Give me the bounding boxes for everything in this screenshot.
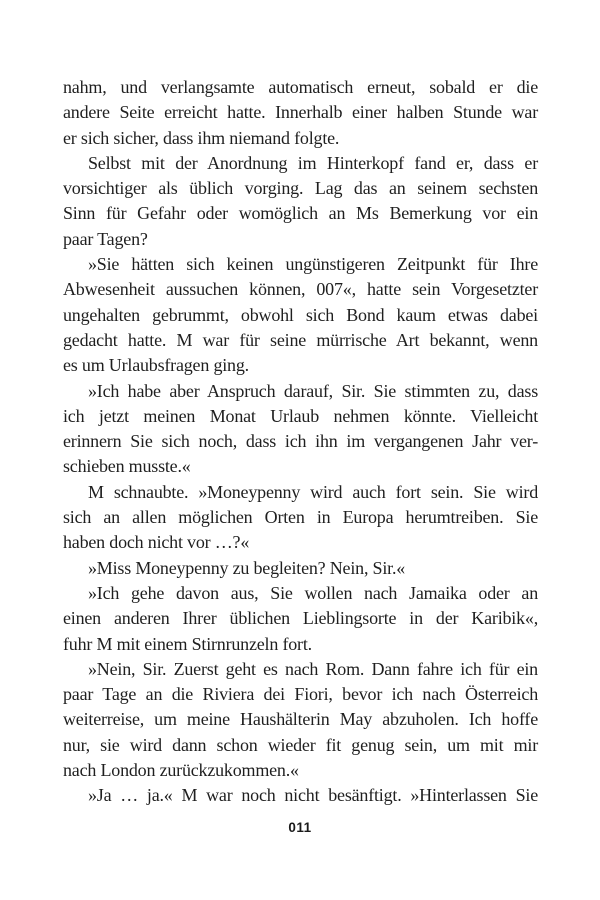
text-line: gedacht hatte. M war für seine mürrische Art bekannt, wenn (63, 329, 538, 350)
body-text (63, 75, 538, 809)
text-line: haben doch nicht vor …?« (63, 532, 250, 553)
page-number: 011 (288, 820, 312, 835)
text-line: einen anderen Ihrer üblichen Lieblingsorte in der Karibik«, (63, 608, 538, 629)
text-line: ich jetzt meinen Monat Urlaub nehmen könnte. Vielleicht (63, 405, 538, 426)
text-line: Sinn für Gefahr oder womöglich an Ms Bemerkung vor ein (63, 203, 538, 224)
text-line: »Ich habe aber Anspruch darauf, Sir. Sie stimmten zu, dass (88, 380, 538, 401)
text-line: paar Tage an die Riviera dei Fiori, bevor ich nach Österreich (63, 684, 538, 705)
text-line: »Ich gehe davon aus, Sie wollen nach Jamaika oder an (88, 582, 538, 603)
text-line: er sich sicher, dass ihm niemand folgte. (63, 127, 340, 148)
text-line: fuhr M mit einem Stirnrunzeln fort. (63, 633, 312, 654)
text-line: Abwesenheit aussuchen können, 007«, hatte sein Vorgesetzter (63, 279, 538, 300)
text-line: es um Urlaubsfragen ging. (63, 355, 249, 376)
text-line: nur, sie wird dann schon wieder fit genug sein, um mit mir (63, 734, 538, 755)
text-line: »Ja … ja.« M war noch nicht besänftigt. »Hinterlassen Sie (88, 785, 538, 806)
text-line: erinnern Sie sich noch, dass ich ihn im vergangenen Jahr ver- (63, 431, 538, 452)
text-line: andere Seite erreicht hatte. Innerhalb einer halben Stunde war (63, 102, 538, 123)
text-line: paar Tagen? (63, 228, 148, 249)
text-line: »Sie hätten sich keinen ungünstigeren Zeitpunkt für Ihre (88, 254, 538, 275)
text-line: nahm, und verlangsamte automatisch erneut, sobald er die (63, 77, 538, 97)
text-line: nach London zurückzukommen.« (63, 760, 299, 781)
text-line: »Miss Moneypenny zu begleiten? Nein, Sir.« (88, 557, 406, 578)
text-line: schieben musste.« (63, 456, 191, 477)
text-line: weiterreise, um meine Haushälterin May abzuholen. Ich hoffe (63, 709, 538, 730)
text-line: M schnaubte. »Moneypenny wird auch fort sein. Sie wird (88, 481, 538, 502)
text-line: ungehalten gebrummt, obwohl sich Bond kaum etwas dabei (63, 304, 538, 325)
text-line: »Nein, Sir. Zuerst geht es nach Rom. Dann fahre ich für ein (88, 658, 538, 679)
text-line: sich an allen möglichen Orten in Europa herumtreiben. Sie (63, 507, 538, 528)
text-line: vorsichtiger als üblich vorging. Lag das an seinem sechsten (63, 178, 538, 199)
text-line: Selbst mit der Anordnung im Hinterkopf fand er, dass er (88, 152, 538, 173)
